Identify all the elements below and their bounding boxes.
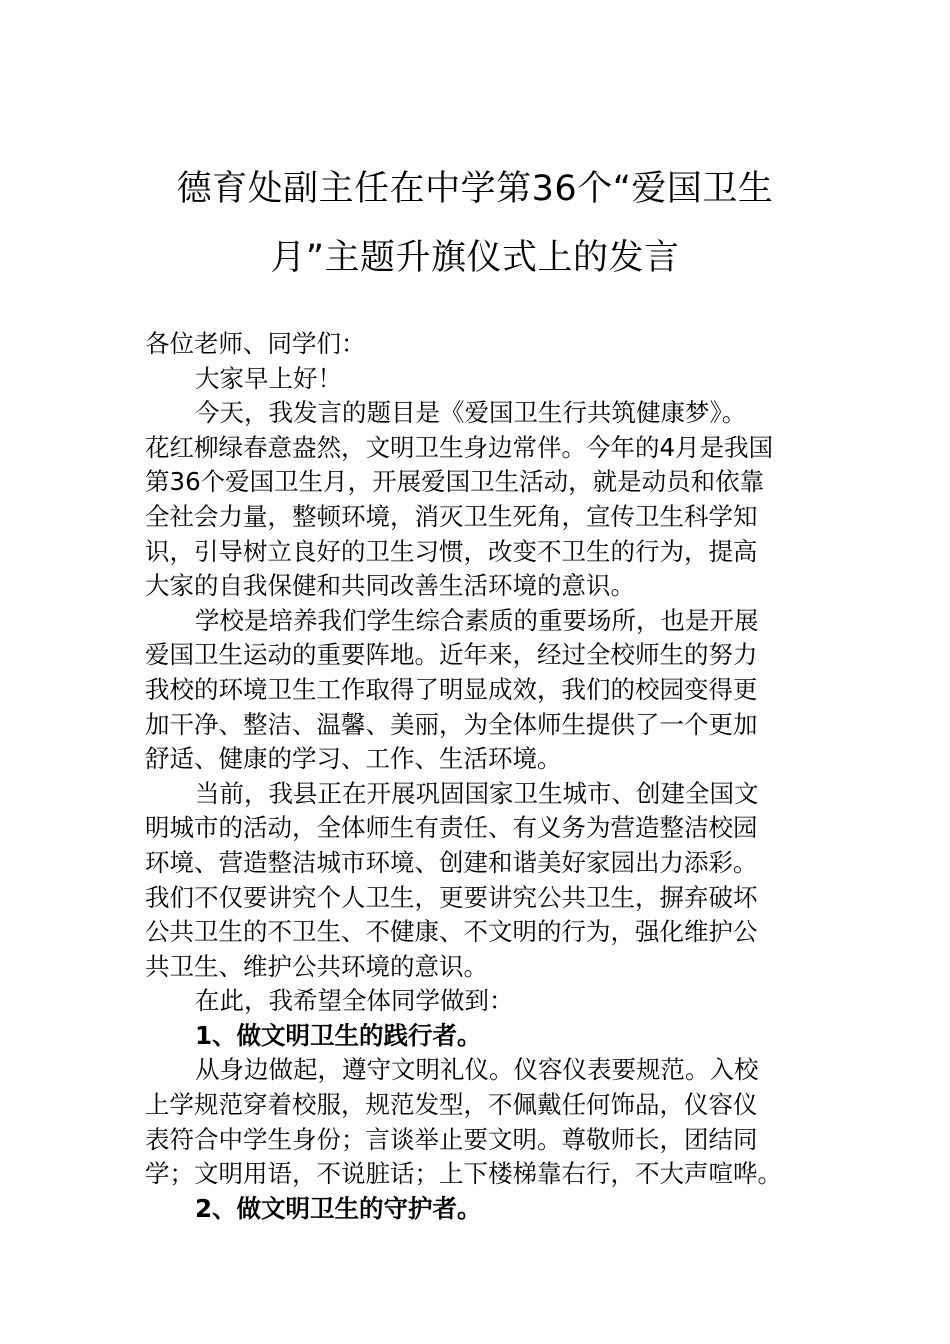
paragraph-line: 全社会力量，整顿环境，消灭卫生死角，宣传卫生科学知 [145,501,758,531]
paragraph-line: 爱国卫生运动的重要阵地。近年来，经过全校师生的努力 [145,640,758,670]
document-title-line-1: 德育处副主任在中学第36个“爱国卫生 [176,169,774,209]
section-heading-1: 1、做文明卫生的践行者。 [195,1020,482,1050]
paragraph-line: 上学规范穿着校服，规范发型，不佩戴任何饰品，仪容仪 [145,1090,758,1120]
paragraph-line: 舒适、健康的学习、工作、生活环境。 [145,744,562,774]
document-body [145,327,810,1226]
paragraph-line: 明城市的活动，全体师生有责任、有义务为营造整洁校园 [145,813,758,843]
section-heading-2: 2、做文明卫生的守护者。 [195,1193,482,1223]
paragraph-line: 在此，我希望全体同学做到： [195,986,514,1016]
paragraph-line: 我校的环境卫生工作取得了明显成效，我们的校园变得更 [145,674,758,704]
paragraph-line: 环境、营造整洁城市环境、创建和谐美好家园出力添彩。 [145,847,758,877]
paragraph-line: 识，引导树立良好的卫生习惯，改变不卫生的行为，提高 [145,536,758,566]
paragraph-line: 学校是培养我们学生综合素质的重要场所，也是开展 [195,605,759,635]
paragraph-line: 公共卫生的不卫生、不健康、不文明的行为，强化维护公 [145,917,758,947]
document-title-line-2: 月”主题升旗仪式上的发言 [270,238,680,278]
paragraph-line: 花红柳绿春意盎然，文明卫生身边常伴。今年的4月是我国 [145,432,774,462]
paragraph-line: 共卫生、维护公共环境的意识。 [145,951,488,981]
greeting: 大家早上好！ [195,363,342,393]
paragraph-line: 第36个爱国卫生月，开展爱国卫生活动，就是动员和依靠 [145,467,765,497]
paragraph-line: 加干净、整洁、温馨、美丽，为全体师生提供了一个更加 [145,709,758,739]
salutation: 各位老师、同学们： [145,329,366,358]
paragraph-line: 学；文明用语，不说脏话；上下楼梯靠右行，不大声喧哗。 [145,1159,782,1189]
paragraph-line: 我们不仅要讲究个人卫生，更要讲究公共卫生，摒弃破坏 [145,882,758,912]
paragraph-line: 表符合中学生身份；言谈举止要文明。尊敬师长，团结同 [145,1124,758,1154]
paragraph-line: 今天，我发言的题目是《爱国卫生行共筑健康梦》。 [195,398,747,428]
paragraph-line: 当前，我县正在开展巩固国家卫生城市、创建全国文 [195,778,759,808]
paragraph-line: 从身边做起，遵守文明礼仪。仪容仪表要规范。入校 [195,1055,759,1085]
paragraph-line: 大家的自我保健和共同改善生活环境的意识。 [145,571,635,601]
